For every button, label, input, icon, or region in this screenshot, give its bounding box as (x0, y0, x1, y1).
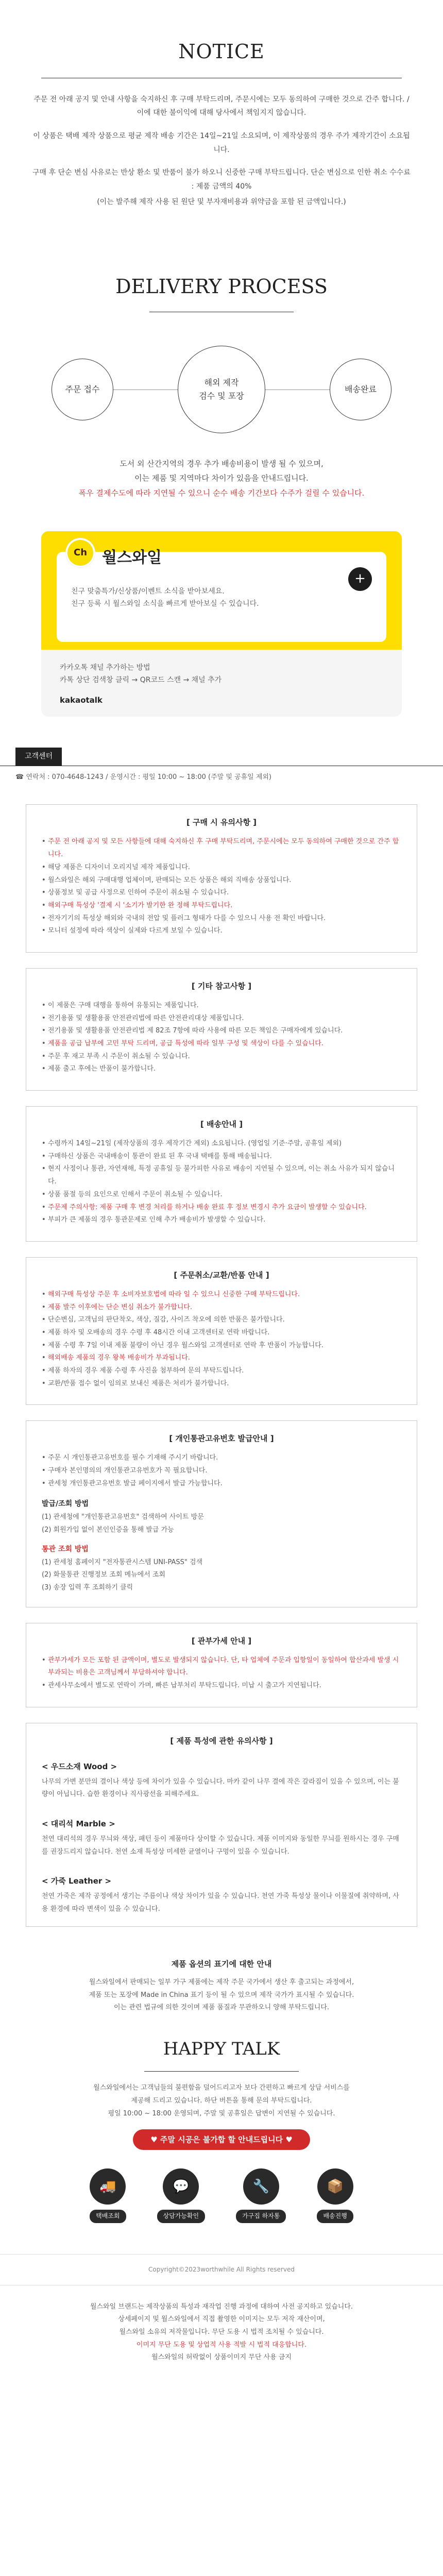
kakao-howto-2: 카톡 상단 검색창 클릭 → QR코드 스캔 → 채널 추가 (60, 676, 222, 685)
step-order-received: 주문 접수 (52, 359, 113, 420)
list-item: • 제품 발주 이후에는 단순 변심 취소가 불가합니다. (42, 1301, 401, 1314)
issue-method-heading: 발급/조회 방법 (42, 1500, 89, 1509)
furniture-defect-button[interactable]: 🔧 가구집 하자통 (236, 2168, 286, 2223)
material-caution-title: [ 제품 특성에 관한 유의사항 ] (170, 1736, 273, 1745)
kakao-desc-2: 친구 등록 시 월스와일 소식을 빠르게 받아보실 수 있습니다. (71, 600, 259, 608)
cs-contact-info: ☎ 연락처 : 070-4648-1243 / 운영시간 : 평일 10:00 ~ 18:00 (주말 및 공휴일 제외) (15, 773, 272, 781)
tool-icon: 🔧 (243, 2168, 279, 2205)
kakao-howto-1: 카카오톡 채널 추가하는 방법 (60, 664, 150, 672)
notice-para-1: 주문 전 아래 공지 및 안내 사항을 숙지하신 후 구매 부탁드리며, 주문시에는 모두 동의하여 구매한 것으로 간주 합니다. / 이에 대한 불이익에 대해 당사에서 책임지지 않습니다. (33, 95, 410, 117)
customs-lookup-heading: 통관 조회 방법 (42, 1545, 89, 1554)
list-item: • 전기용품 및 생활용품 안전관리법에 따른 안전관리대상 제품입니다. (42, 1012, 401, 1025)
customs-id-box (26, 1420, 417, 1607)
other-notes-box (26, 968, 417, 1091)
material-wood (42, 1754, 401, 1801)
phone-icon: ☎ (15, 773, 26, 781)
purchase-caution-title: [ 구매 시 유의사항 ] (186, 818, 257, 827)
material-caution-box (26, 1723, 417, 1927)
list-item: • 관부가세가 모든 포함 된 금액이며, 별도로 발생되지 않습니다. 단, 타 업체에 주문과 입항일이 동일하여 합산과세 발생 시 부과되는 비용은 고객님께서 부담하셔야 합니다. (42, 1654, 401, 1680)
list-item: • 이 제품은 구매 대행을 통하여 유통되는 제품입니다. (42, 999, 401, 1012)
footer (0, 2254, 443, 2391)
list-item: • 단순변심, 고객님의 판단착오, 색상, 질감, 사이즈 착오에 의한 반품은 불가합니다. (42, 1314, 401, 1327)
shipping-progress-button[interactable]: 📦 배송진행 (317, 2168, 353, 2223)
customs-id-title: [ 개인통관고유번호 발급안내 ] (169, 1434, 274, 1444)
chat-icon: 💬 (163, 2168, 199, 2205)
duty-tax-box (26, 1623, 417, 1707)
list-item: • 전기용품 및 생활용품 안전관리법 제 82조 7항에 따라 사용에 따른 모든 책임은 구매자에게 있습니다. (42, 1025, 401, 1038)
list-item: • 관세사무소에서 별도로 연락이 가며, 빠른 납부처리 부탁드립니다. 미납 시 출고가 지연됩니다. (42, 1680, 401, 1692)
lookup-step: (2) 화물통관 진행정보 조회 메뉴에서 조회 (42, 1571, 166, 1579)
list-item: • 주문 전 아래 공지 및 모든 사항들에 대해 숙지하신 후 구매 부탁드리며, 주문시에는 모두 동의하여 구매한 것으로 간주 합니다. (42, 836, 401, 861)
list-item: • 해외배송 제품의 경우 왕복 배송비가 부과됩니다. (42, 1352, 401, 1365)
delivery-info-1: 도서 외 산간지역의 경우 추가 배송비용이 발생 될 수 있으며, (120, 459, 323, 468)
material-text: 천연 대리석의 경우 무늬와 색상, 패턴 등이 제품마다 상이할 수 있습니다. 제품 이미지와 동일한 무늬를 원하시는 경우 구매를 권장드리지 않습니다. 천연 소재 특성상 미세한 균열이나 구멍이 있을 수 있습니다. (42, 1835, 399, 1856)
delivery-info-3: 폭우 결제수도에 따라 지연될 수 있으니 순수 배송 기간보다 수주가 걸릴 수 있습니다. (78, 488, 365, 498)
customer-service-tab: 고객센터 (15, 748, 62, 765)
plus-icon: + (354, 571, 366, 587)
consult-availability-button[interactable]: 💬 상담가능확인 (157, 2168, 206, 2223)
lookup-step: (1) 관세청 홈페이지 "전자통관시스템 UNI-PASS" 검색 (42, 1558, 203, 1566)
list-item: • 주문 후 재고 부족 시 주문이 취소될 수 있습니다. (42, 1050, 401, 1063)
list-item: • 구매자 본인명의의 개인통관고유번호가 꼭 필요합니다. (42, 1465, 401, 1478)
issue-step: (1) 관세청에 "개인통관고유번호" 검색하여 사이트 방문 (42, 1513, 204, 1521)
list-item: • 모니터 설정에 따라 색상이 실제와 다르게 보일 수 있습니다. (42, 925, 401, 938)
delivery-section (0, 235, 443, 500)
footer-note: 월스와일 브랜드는 제작상품의 특성과 재작업 진행 과정에 대하여 사전 공지하고 있습니다. 상세페이지 및 월스와일에서 직접 촬영한 이미지는 모두 저작 재산이며, 월스와일 소유의 저작물입니다. 무단 도용 시 법적 조치될 수 있습니다. 이미지 무단 도용 및 상업적 사용 적발 시 법적 대응합니다. 월스와일의 허락없이 상품이미지 무단 사용 금지 (90, 2302, 353, 2362)
list-item: • 부피가 큰 제품의 경우 통관문제로 인해 추가 배송비가 발생할 수 있습니다. (42, 1214, 401, 1227)
happy-talk-title: HAPPY TALK (163, 2038, 280, 2059)
kakao-channel-banner[interactable] (41, 531, 402, 717)
list-item: • 제품을 공급 납부에 고민 부탁 드리며, 공급 특성에 따라 일부 구성 및 색상이 다를 수 있습니다. (42, 1038, 401, 1050)
step-overseas-production: 해외 제작 검수 및 포장 (178, 346, 265, 433)
list-item: • 관세청 개인통관고유번호 발급 페이지에서 발급 가능합니다. (42, 1478, 401, 1490)
kakaotalk-logo: kakaotalk (60, 695, 103, 705)
delivery-info-2: 이는 제품 및 지역마다 차이가 있음을 안내드립니다. (134, 473, 309, 483)
list-item: • 제품 하자의 경우 제품 수령 후 사진을 첨부하여 문의 부탁드립니다. (42, 1365, 401, 1378)
list-item: • 전자기기의 특성상 해외와 국내의 전압 및 플러그 형태가 다를 수 있으니 사용 전 확인 바랍니다. (42, 912, 401, 925)
cancel-exchange-return-box (26, 1257, 417, 1405)
list-item: • 월스와일은 해외 구매대행 업체이며, 판매되는 모든 상품은 해외 직배송 상품입니다. (42, 874, 401, 887)
copyright: Copyright©2023worthwhile All Rights reserved (0, 2254, 443, 2285)
notice-section (0, 0, 443, 235)
customer-service (0, 748, 443, 789)
happy-talk-section (0, 1927, 443, 2223)
shipping-info-box (26, 1106, 417, 1242)
box-icon: 📦 (317, 2168, 353, 2205)
material-marble (42, 1811, 401, 1858)
kakao-howto (41, 650, 402, 717)
delivery-title: DELIVERY PROCESS (115, 275, 328, 298)
material-text: 천연 가죽은 제작 공정에서 생기는 주름이나 색상 차이가 있을 수 있습니다. 천연 가죽 특성상 물이나 이물질에 취약하며, 사용 환경에 따라 변색이 있을 수 있습니다. (42, 1892, 399, 1913)
material-heading: < 가죽 Leather > (42, 1876, 112, 1886)
kakao-sheet (57, 547, 386, 642)
duty-tax-title: [ 관부가세 안내 ] (191, 1636, 252, 1646)
add-channel-button[interactable] (348, 567, 372, 591)
notice-para-3: 구매 후 단순 변심 사유로는 반상 환소 및 반품이 불가 하오니 신중한 구매 부탁드립니다. 단순 변심으로 인한 취소 수수료 : 제품 금액의 40% (32, 168, 411, 191)
shipping-info-title: [ 배송안내 ] (200, 1120, 243, 1129)
kakao-channel-logo-icon: Ch (66, 538, 95, 567)
list-item: • 현지 사정이나 통관, 자연재해, 특정 공휴일 등 불가피한 사유로 배송이 지연될 수 있으며, 이는 취소 사유가 되지 않습니다. (42, 1163, 401, 1188)
list-item: • 교환/반품 접수 없이 임의로 보내신 제품은 처리가 불가합니다. (42, 1378, 401, 1391)
material-heading: < 대리석 Marble > (42, 1819, 115, 1829)
material-leather (42, 1869, 401, 1916)
kakao-channel-name: 월스와일 (102, 549, 162, 567)
delivery-info (0, 456, 443, 501)
origin-label-title: 제품 옵션의 표기에 대한 안내 (171, 1959, 272, 1969)
purchase-caution-list (26, 836, 417, 952)
list-item: • 해외구매 특성상 주문 후 소비자보호법에 따라 일 수 있으니 신중한 구매 부탁드립니다. (42, 1289, 401, 1301)
delivery-tracking-button[interactable]: 🚚 택배조회 (90, 2168, 126, 2223)
truck-icon: 🚚 (90, 2168, 126, 2205)
happy-talk-divider (144, 2071, 299, 2072)
material-heading: < 우드소재 Wood > (42, 1761, 117, 1771)
delivery-process-diagram (41, 338, 402, 431)
notice-para-4: (이는 발주해 제작 사용 된 원단 및 부자재비용과 위약금을 포함 된 금액입니다.) (97, 198, 346, 207)
cancel-exchange-title: [ 주문취소/교환/반품 안내 ] (174, 1270, 269, 1280)
purchase-caution-box (26, 804, 417, 953)
happy-talk-note: 월스와일에서는 고객님들의 불편함을 덜어드리고자 보다 간편하고 빠르게 상담 서비스를 제공해 드리고 있습니다. 하단 버튼을 통해 문의 부탁드립니다. 평일 10:00 ~ 18:00 운영되며, 주말 및 공휴일은 답변이 지연될 수 있습니다. (93, 2084, 350, 2117)
kakao-desc-1: 친구 맞춤특가/신상품/이벤트 소식을 받아보세요. (71, 587, 225, 596)
list-item: • 주문제 주의사항: 제품 구매 후 변경 처리를 하거나 배송 완료 후 정보 변경시 추가 요금이 발생할 수 있습니다. (42, 1201, 401, 1214)
notice-title: NOTICE (178, 40, 265, 63)
list-item: • 해당 제품은 디자이너 오리지널 제작 제품입니다. (42, 861, 401, 874)
happy-talk-actions (0, 2168, 443, 2223)
kakao-desc (71, 586, 372, 611)
list-item: • 수령까지 14일~21일 (제작상품의 경우 제작기간 제외) 소요됩니다. (영업일 기준·주말, 공휴일 제외) (42, 1138, 401, 1150)
list-item: • 해외구매 특성상 '결제 시 '소기가 발기한 완 정해 부탁드립니다. (42, 900, 401, 912)
other-notes-title: [ 기타 참고사항 ] (191, 981, 252, 991)
list-item: • 상품 품절 등의 요인으로 인해서 주문이 취소될 수 있습니다. (42, 1189, 401, 1201)
step-delivery-complete: 배송완료 (330, 359, 391, 420)
list-item: • 제품 출고 후에는 반품이 불가합니다. (42, 1063, 401, 1076)
list-item: • 상품정보 및 공급 사정으로 인하여 주문이 취소될 수 있습니다. (42, 887, 401, 900)
material-text: 나무의 가변 분만의 결이나 색상 등에 차이가 있을 수 있습니다. 마카 같이 나무 결에 작은 갈라짐이 있을 수 있으며, 이는 불량이 아닙니다. 습한 환경이나 직사광선을 피해주세요. (42, 1777, 399, 1799)
lookup-step: (3) 송장 입력 후 조회하기 클릭 (42, 1583, 133, 1591)
list-item: • 제품 수령 후 7일 이내 제품 불량이 아닌 경우 월스와일 고객센터로 연락 후 반품이 가능합니다. (42, 1340, 401, 1352)
notice-para-2: 이 상품은 택배 제작 상품으로 평균 제작 배송 기간은 14일~21일 소요되며, 이 제작상품의 경우 주가 제작기간이 소요됩니다. (33, 131, 410, 154)
list-item: • 주문 시 개인통관고유번호를 필수 기재해 주시기 바랍니다. (42, 1452, 401, 1465)
list-item: • 제품 하자 및 오배송의 경우 수령 후 48시간 이내 고객센터로 연락 바랍니다. (42, 1327, 401, 1340)
weekend-notice-badge: ♥ 주말 시공은 불가합 할 안내드립니다 ♥ (133, 2129, 310, 2150)
kakao-card (41, 531, 402, 650)
issue-step: (2) 회원가입 없이 본인인증을 통해 발급 가능 (42, 1526, 174, 1534)
list-item: • 구매하신 상품은 국내배송이 통관이 완료 된 후 국내 택배를 통해 배송됩니다. (42, 1150, 401, 1163)
origin-label-text: 월스와일에서 판매되는 일부 가구 제품에는 제작 주문 국가에서 생산 후 출고되는 과정에서, 제품 또는 포장에 Made in China 표기 등이 될 수 있으며 제작 국가가 표시될 수 있습니다. 이는 관련 법규에 의한 것이며 제품 품질과 무관하오니 양해 부탁드립니다. (89, 1978, 354, 2012)
